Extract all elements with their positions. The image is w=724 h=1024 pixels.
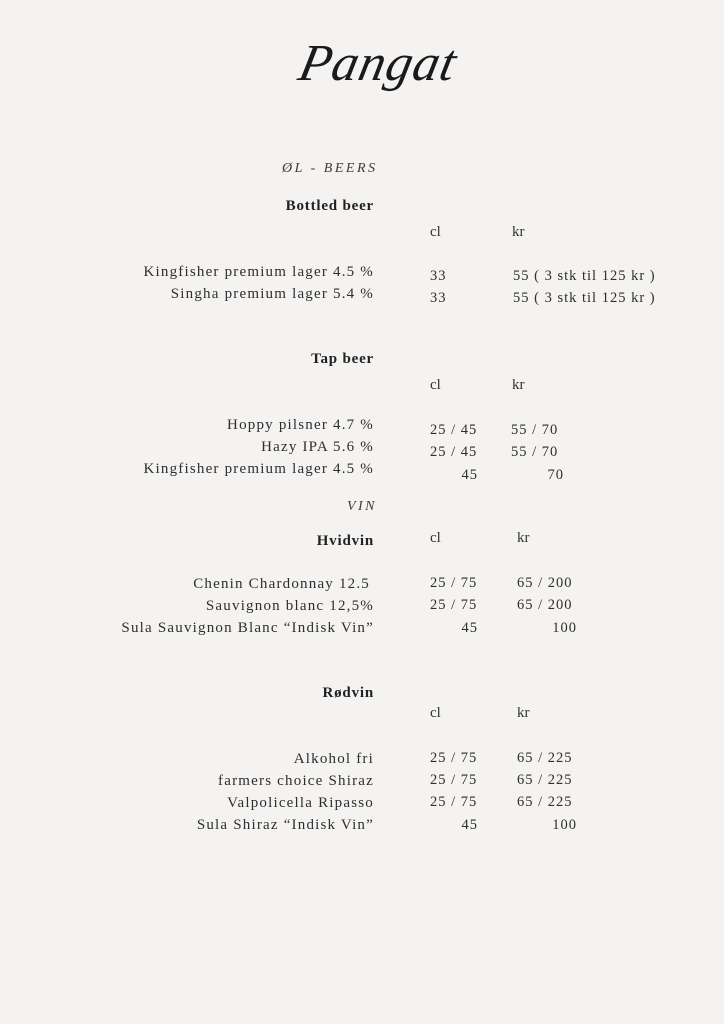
- tap-item-name: Hoppy pilsner 4.7 %: [227, 417, 374, 433]
- tap-cl-header: cl: [430, 377, 441, 393]
- bottled-item-kr: 55 ( 3 stk til 125 kr ): [513, 290, 656, 306]
- red-item-name: farmers choice Shiraz: [218, 773, 374, 789]
- white-wine-heading: Hvidvin: [316, 533, 374, 549]
- bottled-item-cl: 33: [430, 268, 447, 284]
- white-item-cl: 25 / 75: [430, 597, 478, 613]
- bottled-item-name: Kingfisher premium lager 4.5 %: [143, 264, 374, 280]
- white-item-name: Sula Sauvignon Blanc “Indisk Vin”: [121, 620, 374, 636]
- bottled-beer-heading: Bottled beer: [285, 198, 374, 214]
- white-cl-header: cl: [430, 530, 441, 546]
- tap-item-cl: 25 / 45: [430, 444, 478, 460]
- red-item-kr: 100: [552, 817, 577, 833]
- bottled-item-kr: 55 ( 3 stk til 125 kr ): [513, 268, 656, 284]
- red-item-name: Alkohol fri: [293, 751, 374, 767]
- red-wine-heading: Rødvin: [322, 685, 374, 701]
- red-item-cl: 25 / 75: [430, 772, 478, 788]
- red-item-cl: 45: [461, 817, 478, 833]
- white-item-kr: 65 / 200: [517, 575, 573, 591]
- tap-item-kr: 55 / 70: [511, 444, 559, 460]
- white-item-name: Chenin Chardonnay 12.5: [193, 576, 370, 592]
- red-item-kr: 65 / 225: [517, 750, 573, 766]
- red-item-kr: 65 / 225: [517, 794, 573, 810]
- white-item-cl: 45: [461, 620, 478, 636]
- bottled-item-cl: 33: [430, 290, 447, 306]
- tap-kr-header: kr: [512, 377, 525, 393]
- tap-beer-heading: Tap beer: [311, 351, 374, 367]
- bottled-kr-header: kr: [512, 224, 525, 240]
- red-item-name: Sula Shiraz “Indisk Vin”: [196, 817, 374, 833]
- red-item-kr: 65 / 225: [517, 772, 573, 788]
- wine-section-title: VIN: [346, 499, 377, 514]
- tap-item-cl: 45: [461, 467, 478, 483]
- white-item-cl: 25 / 75: [430, 575, 478, 591]
- white-item-kr: 100: [552, 620, 577, 636]
- tap-item-kr: 55 / 70: [511, 422, 559, 438]
- tap-item-cl: 25 / 45: [430, 422, 478, 438]
- red-cl-header: cl: [430, 705, 441, 721]
- bottled-item-name: Singha premium lager 5.4 %: [170, 286, 374, 302]
- beers-section-title: ØL - BEERS: [282, 161, 378, 176]
- red-item-name: Valpolicella Ripasso: [227, 795, 374, 811]
- white-kr-header: kr: [517, 530, 530, 546]
- tap-item-name: Kingfisher premium lager 4.5 %: [143, 461, 374, 477]
- logo: Pangat: [293, 35, 463, 92]
- red-kr-header: kr: [517, 705, 530, 721]
- white-item-name: Sauvignon blanc 12,5%: [205, 598, 374, 614]
- white-item-kr: 65 / 200: [517, 597, 573, 613]
- tap-item-name: Hazy IPA 5.6 %: [261, 439, 374, 455]
- red-item-cl: 25 / 75: [430, 794, 478, 810]
- tap-item-kr: 70: [547, 467, 564, 483]
- bottled-cl-header: cl: [430, 224, 441, 240]
- red-item-cl: 25 / 75: [430, 750, 478, 766]
